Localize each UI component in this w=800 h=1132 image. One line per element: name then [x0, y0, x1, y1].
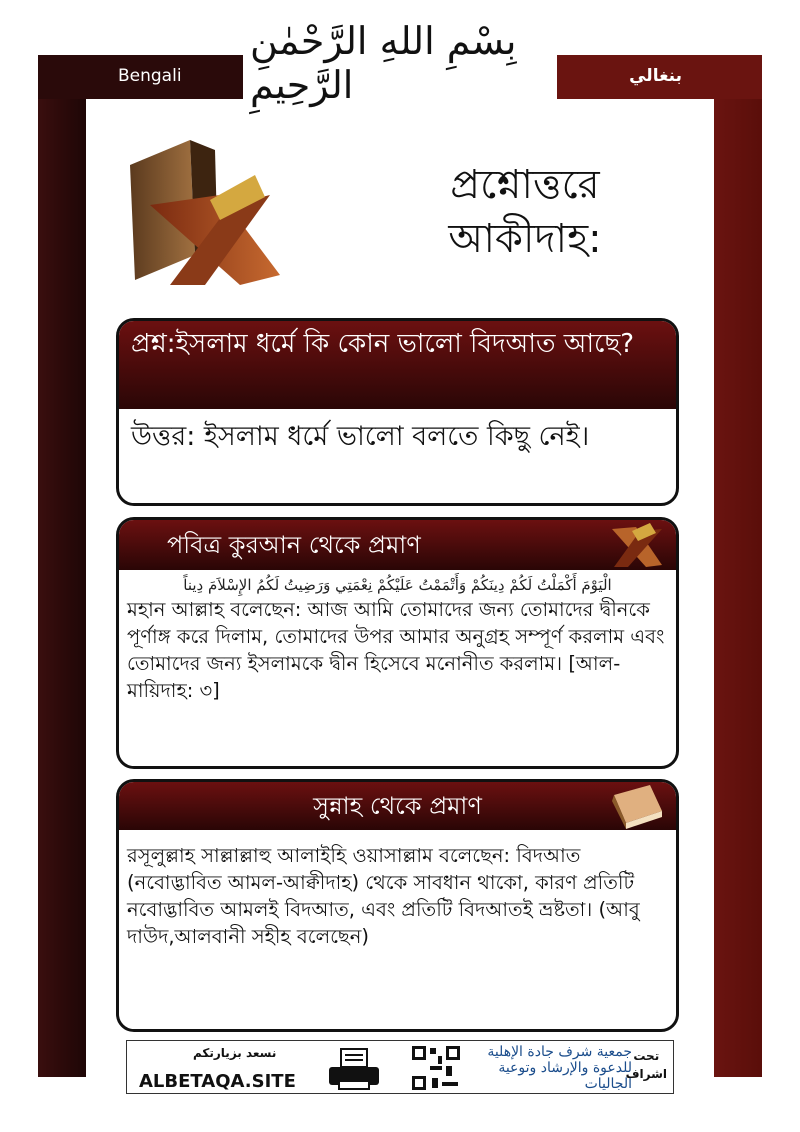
right-border-bar — [714, 55, 762, 1077]
sponsor-line-1: تحت — [633, 1049, 660, 1063]
quran-proof-card — [116, 517, 679, 769]
left-border-bar — [38, 55, 86, 1077]
sunnah-proof-header — [119, 782, 676, 830]
site-link[interactable]: ALBETAQA.SITE — [139, 1071, 296, 1092]
book-icon — [606, 781, 668, 831]
quran-ayah-arabic: الْيَوْمَ أَكْمَلْتُ لَكُمْ دِينَكُمْ وَأَتْمَمْتُ عَلَيْكُمْ نِعْمَتِي وَرَضِيتُ لَكُمُ الإِسْلاَمَ دِيناً — [183, 576, 612, 594]
sunnah-proof-heading: সুন্নাহ থেকে প্রমাণ — [313, 792, 482, 820]
answer-text: উত্তর: ইসলাম ধর্মে ভালো বলতে কিছু নেই। — [131, 421, 590, 452]
bismillah-calligraphy: بِسْمِ اللهِ الرَّحْمٰنِ الرَّحِيمِ — [250, 20, 550, 105]
quran-proof-heading: পবিত্র কুরআন থেকে প্রমাণ — [167, 531, 421, 559]
quran-proof-header — [119, 520, 676, 570]
sunnah-proof-text: রসূলুল্লাহ সাল্লাল্লাহু আলাইহি ওয়াসাল্লাম বলেছেন: বিদআত (নবোদ্ভাবিত আমল-আক্বীদাহ) থেকে সাবধান থাকো, কারণ প্রতিটি নবোদ্ভাবিত আমলই বিদআত, এবং প্রতিটি বিদআতই ভ্রষ্টতা। (আবু দাউদ,আলবানী সহীহ বলেছেন) — [127, 844, 640, 948]
page-title: প্রশ্নোত্তরে আকীদাহ: — [448, 162, 602, 262]
book-stand-icon — [120, 135, 290, 290]
language-label-english: Bengali — [118, 66, 182, 86]
language-label-arabic: بنغالي — [629, 66, 682, 86]
quran-proof-text: মহান আল্লাহ বলেছেন: আজ আমি তোমাদের জন্য তোমাদের দ্বীনকে পূর্ণাঙ্গ করে দিলাম, তোমাদের উপর আমার অনুগ্রহ সম্পূর্ণ করলাম এবং তোমাদের জন্য ইসলামকে দ্বীন হিসেবে মনোনীত করলাম। [আল-মায়িদাহ: ৩] — [127, 598, 665, 702]
sponsor-label — [626, 1047, 667, 1083]
visit-text: نسعد بزيارتكم — [193, 1046, 277, 1060]
question-text: প্রশ্ন:ইসলাম ধর্মে কি কোন ভালো বিদআত আছে? — [119, 321, 676, 409]
footer-bar — [126, 1040, 674, 1094]
quran-stand-icon — [606, 519, 668, 569]
qr-code-icon — [410, 1044, 462, 1092]
question-card — [116, 318, 679, 506]
organization-logo: جمعية شرف جادة الإهلية للدعوة والإرشاد وتوعية الجاليات — [487, 1044, 632, 1092]
sunnah-proof-card — [116, 779, 679, 1032]
sponsor-line-2: اشراف — [625, 1067, 667, 1081]
printer-icon[interactable] — [325, 1047, 383, 1091]
